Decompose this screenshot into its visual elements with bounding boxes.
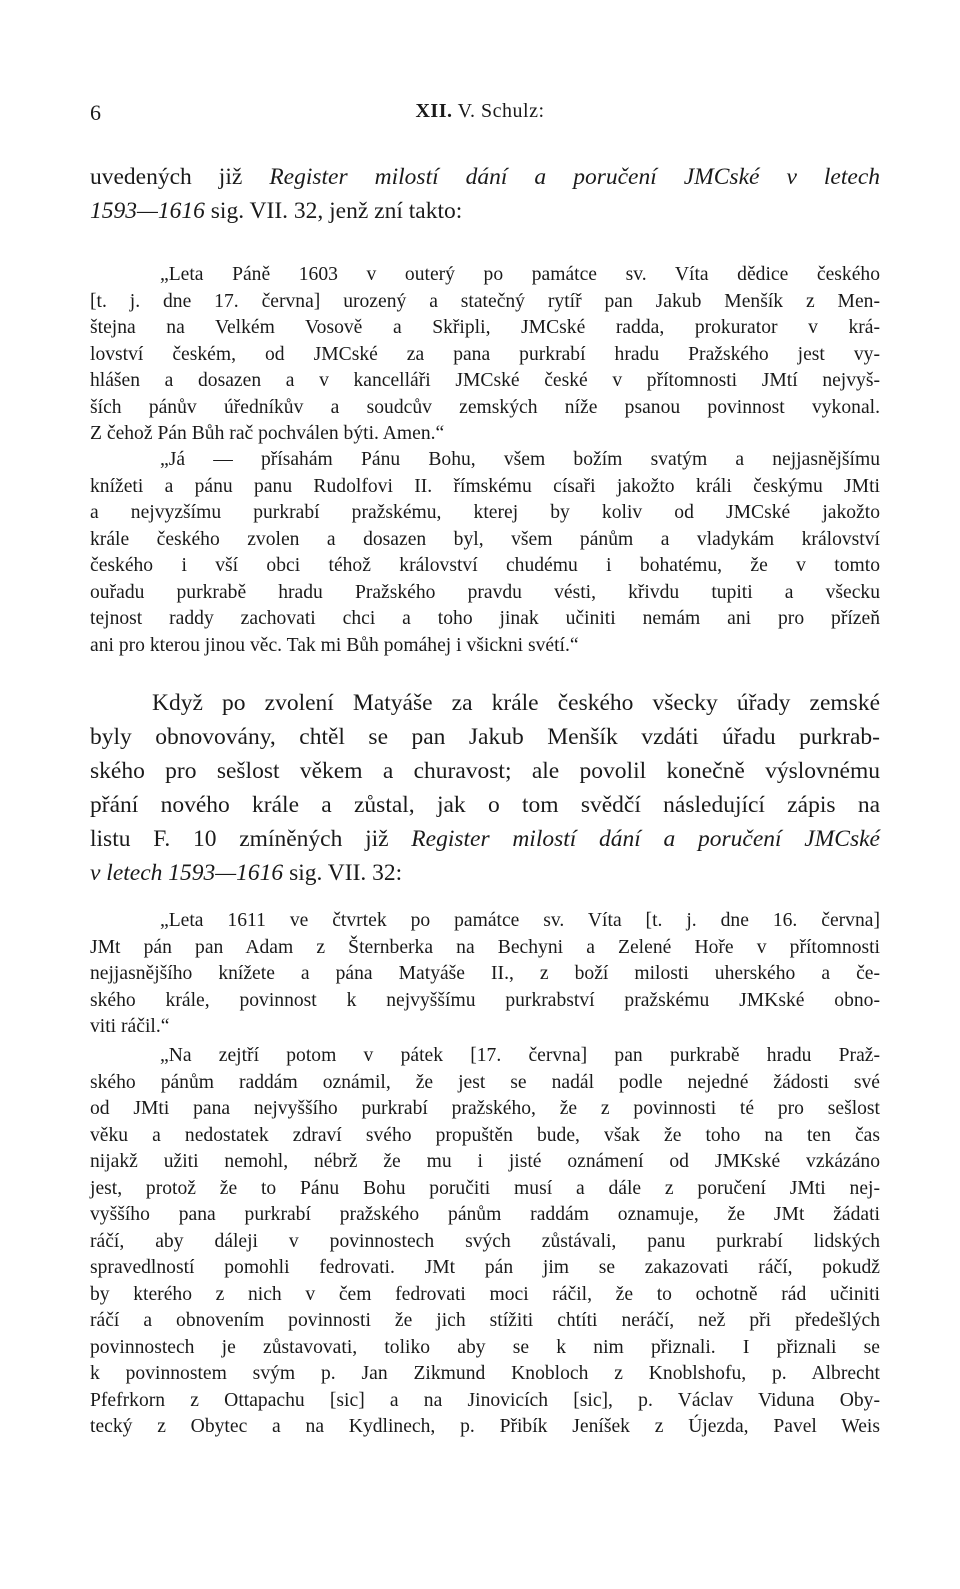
intro-paragraph: [90, 160, 880, 228]
text-line: „Leta 1611 ve čtvrtek po památce sv. Víta [t. j. dne 16. června]: [160, 910, 880, 931]
intro-text: uvedených již: [90, 164, 270, 190]
text-line: lovství českém, od JMCské za pana purkrabí hradu Pražského jest vy-: [90, 343, 880, 365]
running-head: [90, 100, 870, 123]
text-line: byly obnovovány, chtěl se pan Jakub Menšík vzdáti úřadu purkrab-: [90, 724, 880, 750]
quote-oath-record-1603: [90, 262, 880, 448]
text-line: nijakž užiti nemohl, nébrž že mu i jisté oznámení od JMKské vzkázáno: [90, 1151, 880, 1172]
register-title-italic: Register milostí dání a poručení JMCské: [411, 826, 880, 852]
text-line: k povinnostem svým p. Jan Zikmund Knobloch z Knoblshofu, p. Albrecht: [90, 1363, 880, 1384]
text-line: [90, 822, 880, 856]
register-years-italic: v letech 1593—1616: [90, 860, 284, 886]
text-line: ráčí a obnovením povinnosti že jich stížiti chtíti neráčí, než při předešlých: [90, 1310, 880, 1331]
quote-record-1611: [90, 908, 880, 1041]
text-line: krále českého zvolen a dosazen byl, všem pánům a vladykám království: [90, 528, 880, 550]
text-line: ouřadu purkrabě hradu Pražského pravdu vésti, křivdu tupiti a všecku: [90, 581, 880, 603]
text-line: nejjasnějšího knížete a pána Matyáše II., z boží milosti uherského a če-: [90, 963, 880, 984]
text-line: by kterého z nich v čem fedrovati moci ráčil, že to ochotně rád učiniti: [90, 1283, 880, 1305]
main-paragraph: [90, 686, 880, 890]
text-line: knížeti a pánu panu Rudolfovi II. římskému císaři jakožto králi českýmu JMti: [90, 475, 880, 497]
text-line: ších pánův úředníkův a soudcův zemských níže psanou povinnost vykonal.: [90, 396, 880, 418]
text-line: viti ráčil.“: [90, 1016, 170, 1037]
text-line: spravedlností pomohli fedrovati. JMt pán jim se zakazovati ráčí, pokudž: [90, 1257, 880, 1278]
text-line: tejnost raddy zachovati chci a toho jinak učiniti nemám ani pro přízeň: [90, 608, 880, 629]
text-line: od JMti pana nejvyššího purkrabí pražského, že z povinnosti té pro sešlost: [90, 1098, 880, 1119]
text-line: věku a nedostatek zdraví svého propuštěn bude, však že toho na ten čas: [90, 1124, 880, 1146]
text-line: „Já — přísahám Pánu Bohu, všem božím svatým a nejjasnějšímu: [160, 449, 880, 470]
series-number: XII.: [415, 100, 453, 122]
text-line: českého i vší obci téhož království chudému i bohatému, že v tomto: [90, 555, 880, 576]
text-line: tecký z Obytec a na Kydlinech, p. Přibík Jeníšek z Újezda, Pavel Weis: [90, 1416, 880, 1437]
register-title-italic: Register milostí dání a poručení JMCské v letech: [269, 164, 880, 190]
text-line: štejna na Velkém Vosově a Skřipli, JMCské radda, prokurator v krá-: [90, 317, 880, 338]
text-line: ského pro sešlost věkem a churavost; ale povolil konečně výslovnému: [90, 758, 880, 784]
intro-line-1: [90, 160, 880, 194]
text-line: „Leta Páně 1603 v outerý po památce sv. Víta dědice českého: [160, 264, 880, 285]
quote-record-friday: [90, 1043, 880, 1441]
text-line: „Na zejtří potom v pátek [17. června] pan purkrabě hradu Praž-: [160, 1045, 880, 1066]
text-line: Když po zvolení Matyáše za krále českého všecky úřady zemské: [152, 690, 880, 716]
text-line: ského krále, povinnost k nejvyššímu purkrabství pražskému JMKské obno-: [90, 989, 880, 1011]
text-line: Pfefrkorn z Ottapachu [sic] a na Jinovicích [sic], p. Václav Viduna Oby-: [90, 1389, 880, 1411]
intro-text-tail: sig. VII. 32, jenž zní takto:: [204, 198, 463, 224]
text-line: ani pro kterou jinou věc. Tak mi Bůh pomáhej i všickni svétí.“: [90, 634, 579, 656]
text-run: listu F. 10 zmíněných již: [90, 826, 412, 852]
text-line: jest, protož že to Pánu Bohu poručiti musí a dále z poručení JMti nej-: [90, 1177, 880, 1199]
text-line: povinnostech je zůstavovati, toliko aby se k nim přiznali. I přiznali se: [90, 1336, 880, 1358]
text-line: přání nového krále a zůstal, jak o tom svědčí následující zápis na: [90, 792, 880, 818]
page-header: [90, 100, 870, 130]
author-name: V. Schulz:: [457, 100, 545, 122]
text-run: sig. VII. 32:: [283, 860, 403, 886]
page-number: 6: [90, 100, 101, 125]
intro-line-2: [90, 194, 880, 228]
text-line: vyššího pana purkrabí pražského pánům raddám oznamuje, že JMt žádati: [90, 1204, 880, 1225]
text-line: JMt pán pan Adam z Šternberka na Bechyni a Zelené Hoře v přítomnosti: [90, 936, 880, 958]
text-line: [90, 856, 880, 890]
text-line: ráčí, aby dáleji v povinnostech svých zůstávali, panu purkrabí lidských: [90, 1230, 880, 1252]
text-line: [t. j. dne 17. června] urozený a statečný rytíř pan Jakub Menšík z Men-: [90, 290, 880, 312]
text-line: Z čehož Pán Bůh rač pochválen býti. Amen.“: [90, 423, 445, 444]
quote-oath-text: [90, 447, 880, 659]
text-line: ského pánům raddám oznámil, že jest se nadál podle nejedné žádosti své: [90, 1071, 880, 1093]
text-line: a nejvyzšímu purkrabí pražskému, kterej by koliv od JMCské jakožto: [90, 502, 880, 523]
text-line: hlášen a dosazen a v kancelláři JMCské české v přítomnosti JMtí nejvyš-: [90, 370, 880, 391]
register-years-italic: 1593—1616: [90, 198, 205, 224]
